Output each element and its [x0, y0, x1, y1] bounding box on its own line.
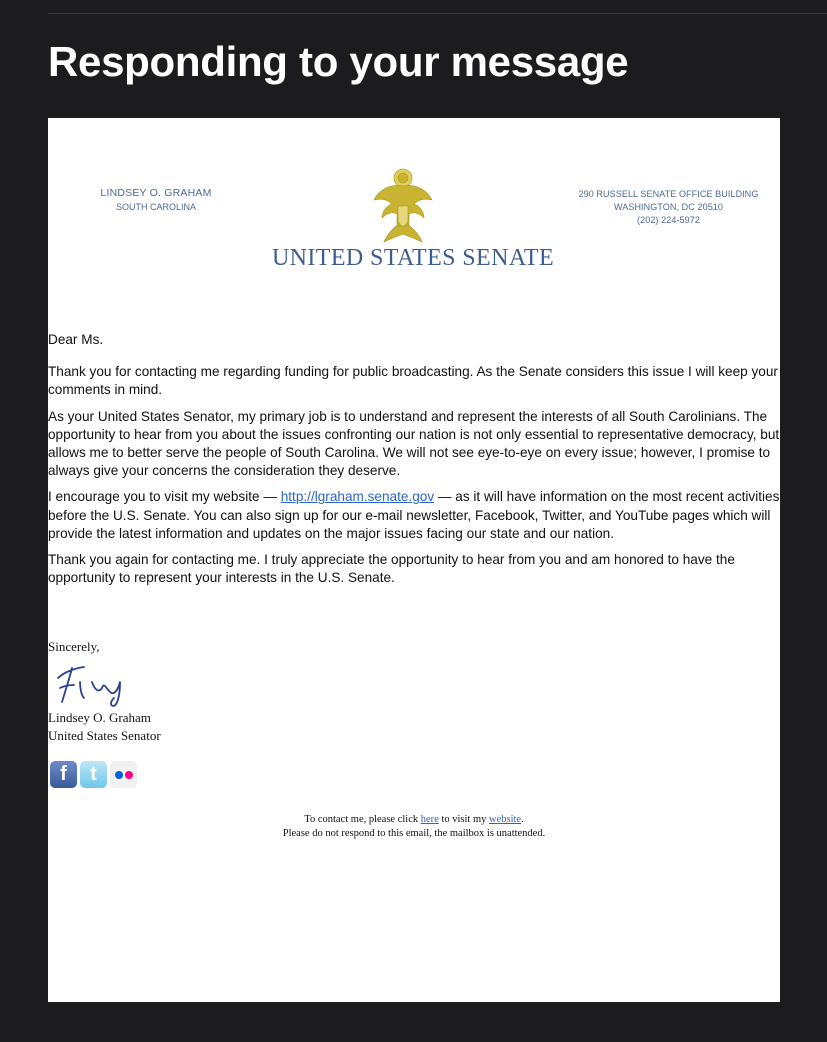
signer-title: United States Senator	[48, 728, 161, 743]
flickr-icon[interactable]	[110, 761, 137, 788]
signature-image	[54, 658, 132, 708]
paragraph-2: As your United States Senator, my primary job is to understand and represent the interests of all South Carolinians. The opportunity to hear from you about the issues confronting our nation is not only essential to representative democracy, but allows me to better serve the people of South Carolina. We will not see eye-to-eye on every issue; however, I promise to always give your concerns the consideration they deserve.	[48, 408, 780, 479]
social-links	[50, 761, 137, 788]
website-link[interactable]: http://lgraham.senate.gov	[280, 489, 435, 505]
signer-name: Lindsey O. Graham	[48, 710, 151, 725]
signer-block	[48, 709, 161, 745]
paragraph-3-end: — as it will have information on the most recent activities before the U.S. Senate. You can also sign up for our e-mail newsletter, Facebook, Twitter, and YouTube pages which will provide the latest information and updates on the major issues facing our state and our nation.	[48, 489, 780, 541]
footer-line-2: Please do not respond to this email, the mailbox is unattended.	[282, 828, 546, 839]
contact-here-link[interactable]: here	[420, 814, 439, 825]
footer	[48, 813, 780, 841]
footer-line-1	[48, 813, 780, 827]
paragraph-4: Thank you again for contacting me. I truly appreciate the opportunity to hear from you and am honored to have the opportunity to represent your interests in the U.S. Senate.	[48, 552, 735, 586]
facebook-icon[interactable]: f	[50, 761, 77, 788]
letter-image	[48, 118, 780, 1002]
senate-seal-icon	[372, 166, 434, 244]
footer-text-start: To contact me, please click	[304, 814, 421, 825]
letter-body	[48, 331, 780, 595]
footer-text-end: .	[521, 814, 524, 825]
sender-state: SOUTH CAROLINA	[115, 202, 196, 212]
closing: Sincerely,	[48, 639, 100, 654]
phone-number: (202) 224-5972	[637, 215, 700, 225]
top-divider	[48, 13, 827, 14]
address-line-1: 290 RUSSELL SENATE OFFICE BUILDING	[578, 189, 759, 199]
address-line-2: WASHINGTON, DC 20510	[613, 202, 724, 212]
greeting: Dear Ms.	[48, 332, 104, 347]
sender-name: LINDSEY O. GRAHAM	[100, 187, 212, 199]
flickr-dots	[113, 770, 135, 780]
paragraph-3	[48, 488, 780, 543]
page-title: Responding to your message	[48, 38, 629, 85]
paragraph-1: Thank you for contacting me regarding funding for public broadcasting. As the Senate considers this issue I will keep your comments in mind.	[48, 364, 778, 398]
footer-website-link[interactable]: website	[489, 814, 522, 825]
footer-text-middle: to visit my	[438, 814, 490, 825]
letterhead-address	[576, 188, 761, 227]
letterhead-sender	[91, 186, 221, 214]
twitter-icon[interactable]: t	[80, 761, 107, 788]
senate-title: UNITED STATES SENATE	[271, 245, 555, 271]
paragraph-3-start: I encourage you to visit my website —	[48, 489, 281, 505]
